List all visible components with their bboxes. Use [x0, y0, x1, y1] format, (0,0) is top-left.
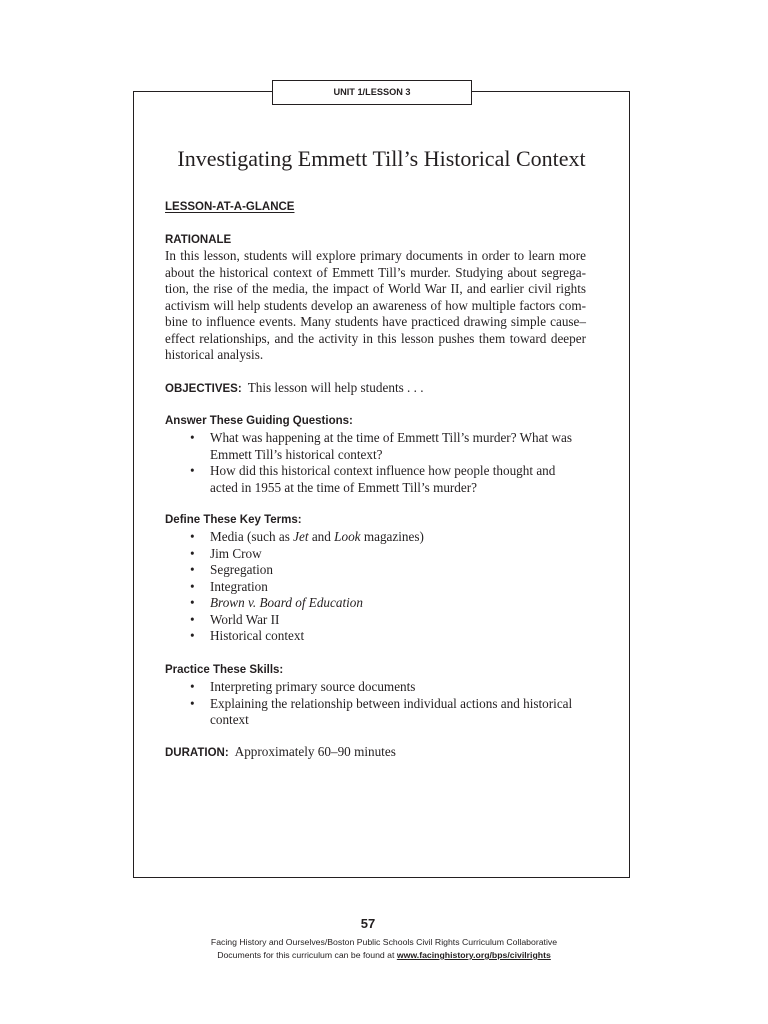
duration-value: Approximately 60–90 minutes — [234, 744, 396, 759]
key-term-text: • Jim Crow — [210, 545, 262, 561]
key-term-item — [210, 628, 424, 645]
key-term-text: • World War II — [210, 611, 280, 627]
key-term-item — [210, 529, 424, 546]
skills-heading: Practice These Skills: — [165, 664, 284, 676]
duration-label: DURATION: — [165, 747, 229, 759]
rationale-paragraph — [165, 248, 586, 364]
guiding-question-line: Emmett Till’s historical context? — [210, 446, 383, 462]
key-term-item — [210, 562, 424, 579]
guiding-questions-list — [210, 430, 572, 496]
key-term-text: • Segregation — [210, 562, 273, 577]
skills-list — [210, 679, 572, 729]
key-term-text: Media (such as — [210, 529, 294, 544]
key-term-text: • Historical context — [210, 628, 305, 643]
rationale-heading: RATIONALE — [165, 234, 232, 246]
unit-lesson-tab — [272, 80, 472, 105]
key-term-item — [210, 612, 424, 629]
key-term-text: • Integration — [210, 578, 268, 594]
key-term-magazine-title: Jet — [293, 529, 309, 544]
lesson-title: Investigating Emmett Till’s Historical Context — [177, 146, 586, 171]
unit-lesson-label: UNIT 1/LESSON 3 — [333, 87, 411, 97]
guiding-question-item — [210, 463, 572, 496]
guiding-question-line: • What was happening at the time of Emmett Till’s murder? What was — [210, 430, 572, 445]
page-number: 57 — [360, 916, 376, 931]
rationale-line: bine to influence events. Many students have practiced drawing simple cause– — [165, 314, 586, 329]
key-term-text: magazines) — [360, 529, 424, 544]
rationale-line: historical analysis. — [165, 347, 264, 362]
guiding-questions-heading: Answer These Guiding Questions: — [165, 415, 353, 427]
skill-line: • Interpreting primary source documents — [210, 679, 416, 694]
skill-line: • Explaining the relationship between individual actions and historical — [210, 695, 573, 711]
guiding-question-item — [210, 430, 572, 463]
rationale-line: tion, the rise of the media, the impact of World War II, and earlier civil rights — [165, 281, 586, 296]
skill-line: context — [210, 712, 249, 727]
objectives-label: OBJECTIVES: — [165, 383, 242, 395]
key-term-case-name: • Brown v. Board of Education — [210, 595, 363, 610]
footer-url-link[interactable]: www.facinghistory.org/bps/civilrights — [396, 950, 551, 960]
guiding-question-line: acted in 1955 at the time of Emmett Till’s murder? — [210, 479, 478, 495]
key-term-item — [210, 579, 424, 596]
skill-item — [210, 696, 572, 729]
key-terms-list — [210, 529, 424, 645]
rationale-line: effect relationships, and the activity in this lesson pushes them toward deeper — [165, 330, 586, 346]
objectives-row — [165, 380, 424, 398]
key-term-item — [210, 595, 424, 612]
rationale-line: In this lesson, students will explore primary documents in order to learn more — [165, 248, 586, 263]
rationale-line: about the historical context of Emmett Till’s murder. Studying about segrega- — [165, 264, 586, 280]
key-term-magazine-title: Look — [334, 529, 361, 544]
key-term-text: and — [308, 529, 335, 544]
key-term-item — [210, 546, 424, 563]
rationale-line: activism will help students develop an awareness of how multiple factors com- — [165, 297, 586, 313]
objectives-text: This lesson will help students . . . — [247, 380, 424, 395]
key-terms-heading: Define These Key Terms: — [165, 514, 302, 526]
lesson-at-a-glance-heading: LESSON-AT-A-GLANCE — [165, 201, 295, 213]
guiding-question-line: • How did this historical context influence how people thought and — [210, 463, 556, 478]
skill-item — [210, 679, 572, 696]
duration-row — [165, 744, 396, 762]
footer-credit: Facing History and Ourselves/Boston Public Schools Civil Rights Curriculum Collaborative — [210, 937, 558, 947]
footer-documents-text: Documents for this curriculum can be found at — [217, 950, 395, 960]
footer-documents-line — [0, 949, 768, 961]
